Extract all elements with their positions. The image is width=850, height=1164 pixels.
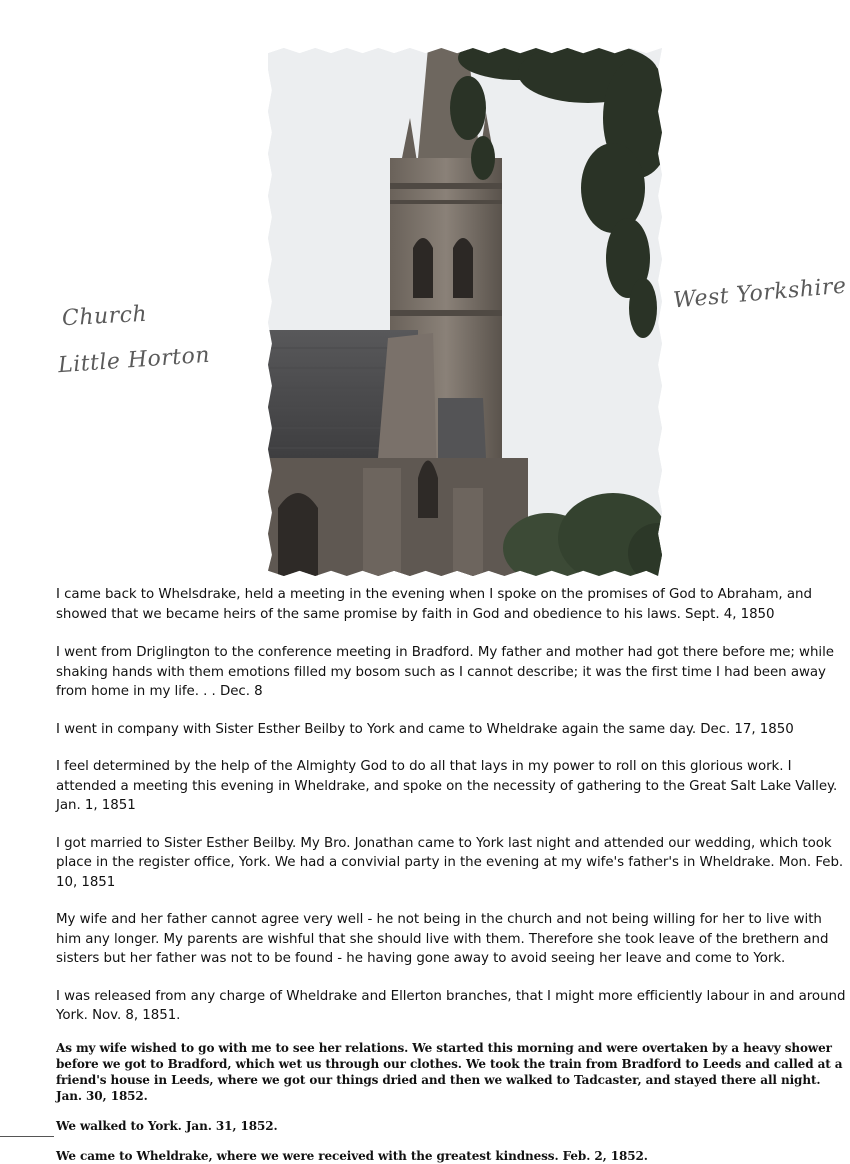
church-illustration <box>268 48 662 576</box>
journal-entry: I got married to Sister Esther Beilby. My Bro. Jonathan came to York last night and attended our wedding, which took place in the register office, York. We had a convivial party in the evening at my wife's father's in Wheldrake. Mon. Feb. 10, 1851 <box>56 835 844 890</box>
journal-entry: I went in company with Sister Esther Beilby to York and came to Wheldrake again the same day. Dec. 17, 1850 <box>56 721 794 737</box>
divider <box>0 1136 54 1137</box>
journal-entry: As my wife wished to go with me to see her relations. We started this morning and were overtaken by a heavy shower before we got to Bradford, which wet us through our clothes. We took the train from Bradford to Leeds and called at a friend's house in Leeds, where we got our things dried and then we walked to Tadcaster, and stayed there all night. Jan. 30, 1852. <box>56 1040 843 1103</box>
journal-entries <box>56 585 850 1164</box>
journal-entry: I was released from any charge of Wheldrake and Ellerton branches, that I might more efficiently labour in and around York. Nov. 8, 1851. <box>56 988 846 1023</box>
handwritten-region-label: West Yorkshire <box>672 273 848 314</box>
journal-entry: I went from Driglington to the conference meeting in Bradford. My father and mother had got there before me; while shaking hands with them emotions filled my bosom such as I cannot describe; it was the first time I had been away from home in my life. . . Dec. 8 <box>56 645 834 699</box>
journal-entry: I feel determined by the help of the Almighty God to do all that lays in my power to roll on this glorious work. I attended a meeting this evening in Wheldrake, and spoke on the necessity of gathering to the Great Salt Lake Valley. Jan. 1, 1851 <box>56 759 838 813</box>
journal-entry: We walked to York. Jan. 31, 1852. <box>56 1118 278 1133</box>
journal-entry: I came back to Whelsdrake, held a meeting in the evening when I spoke on the promises of God to Abraham, and showed that we became heirs of the same promise by faith in God and obedience to his laws. Sept. 4, 1850 <box>56 587 812 622</box>
journal-entry: My wife and her father cannot agree very well - he not being in the church and not being willing for her to live with him any longer. My parents are wishful that she should live with them. Therefore she took leave of the brethern and sisters but her father was not to be found - he having gone away to avoid seeing her leave and come to York. <box>56 912 829 966</box>
church-photo <box>268 48 662 576</box>
handwritten-church-label: Church <box>61 301 148 332</box>
handwritten-location-label: Little Horton <box>57 342 211 379</box>
journal-entry: We came to Wheldrake, where we were received with the greatest kindness. Feb. 2, 1852. <box>56 1148 648 1163</box>
